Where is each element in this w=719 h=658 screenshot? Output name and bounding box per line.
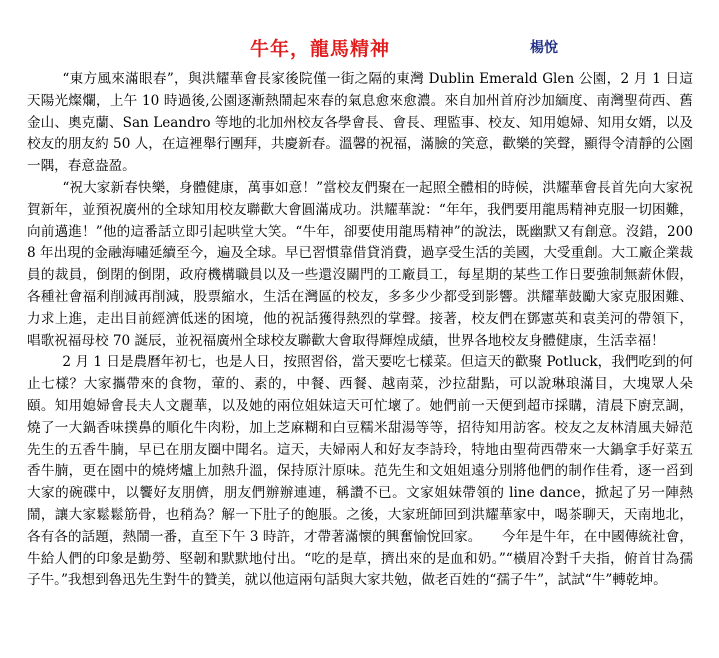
paragraph-potluck: 2 月 1 日是農曆年初七，也是人日，按照習俗，當天要吃七樣菜。但這天的歡聚 Potluck，我們吃到的何止七樣？大家攜帶來的食物，葷的、素的，中餐、西餐、越南菜，沙拉甜點，可以說琳琅滿目，大塊眾人朵頤。知用媳婦會長夫人文麗華，以及她的兩位姐妹這天可忙壞了。她們前一天便到超市採購，清晨下廚烹調，燒了一大鍋香味撲鼻的順化牛肉粉，加上芝麻糊和白豆糯米甜湯等等，招待知用訪客。校友之友林清風夫婦范先生的五香牛腩，早已在朋友圈中聞名。這天，夫婦兩人和好友李詩玲，特地由聖荷西帶來一大鍋拿手好菜五香牛腩，更在園中的燒烤爐上加熱升溫，保持原汁原味。范先生和文姐姐遠分別將他們的制作佳肴，逐一舀到大家的碗碟中，以饗好友朋儕，朋友們辦辦連連，稱讚不已。文家姐妹帶領的 line dance，掀起了另一陣熱鬧，讓大家鬆鬆筋骨，也稍為？解一下肚子的飽脹。之後，大家班師回到洪耀華家中，喝茶聊天，天南地北，各有各的話題，熱鬧一番，直至下午 3 時許，才帶著滿懷的興奮愉悅回家。 今年是牛年，在中國傳統社會，牛給人們的印象是勤勞、堅韌和默默地付出。“吃的是草，擠出來的是血和奶。”“橫眉冷對千夫指，俯首甘為孺子牛。”我想到魯迅先生對牛的贊美，就以他這兩句話與大家共勉，做老百姓的“孺子牛”，試試“牛”轉乾坤。: [27, 354, 693, 589]
article-author: 楊悅: [530, 40, 558, 56]
article-title: 牛年，龍馬精神: [250, 38, 391, 60]
article-header: [0, 30, 719, 64]
paragraph-park-gathering: “東方風來滿眼春”，與洪耀華會長家後院僅一街之隔的東灣 Dublin Emerald Glen 公園，2 月 1 日這天陽光燦爛，上午 10 時過後,公園逐漸熱鬧起來春的氣息愈來愈濃。來自加州首府沙加緬度、南灣聖荷西、舊金山、奧克蘭、San Leandro 等地的北加州校友各學會長、會長、理監事、校友、知用媳婦、知用女婿，以及校友的朋友約 50 人，在這裡舉行團拜，共慶新春。溫馨的祝福，滿臉的笑意，歡樂的笑聲，顯得令清靜的公園一隅，春意盎盈。: [27, 71, 693, 175]
paragraph-new-year-greeting: “祝大家新春快樂，身體健康，萬事如意！”當校友們聚在一起照全體相的時候，洪耀華會長首先向大家祝賀新年，並預祝廣州的全球知用校友聯歡大會圓滿成功。洪耀華說：“年年，我們要用龍馬精神克服一切困難，向前邁進！”他的這番話立即引起哄堂大笑。“牛年，卻要使用龍馬精神”的說法，既幽默又有創意。沒錯，2008 年出現的金融海嘯延續至今，遍及全球。早已習慣靠借貸消費，過享受生活的美國，大受重創。大工廠企業裁員的裁員，倒閉的倒閉，政府機構職員以及一些還沒關門的工廠員工，每星期的某些工作日要強制無薪休假，各種社會福利削減再削減，股票縮水，生活在灣區的校友，多多少少都受到影響。洪耀華鼓勵大家克服困難、力求上進，走出目前經濟低迷的困境，他的祝話獲得熱烈的掌聲。接著，校友們在鄧憲英和袁美河的帶領下，唱歌祝福母校 70 誕辰，並祝福廣州全球校友聯歡大會取得輝煌成績，世界各地校友身體健康，生活幸福！: [27, 179, 693, 349]
article-body: [27, 69, 693, 592]
